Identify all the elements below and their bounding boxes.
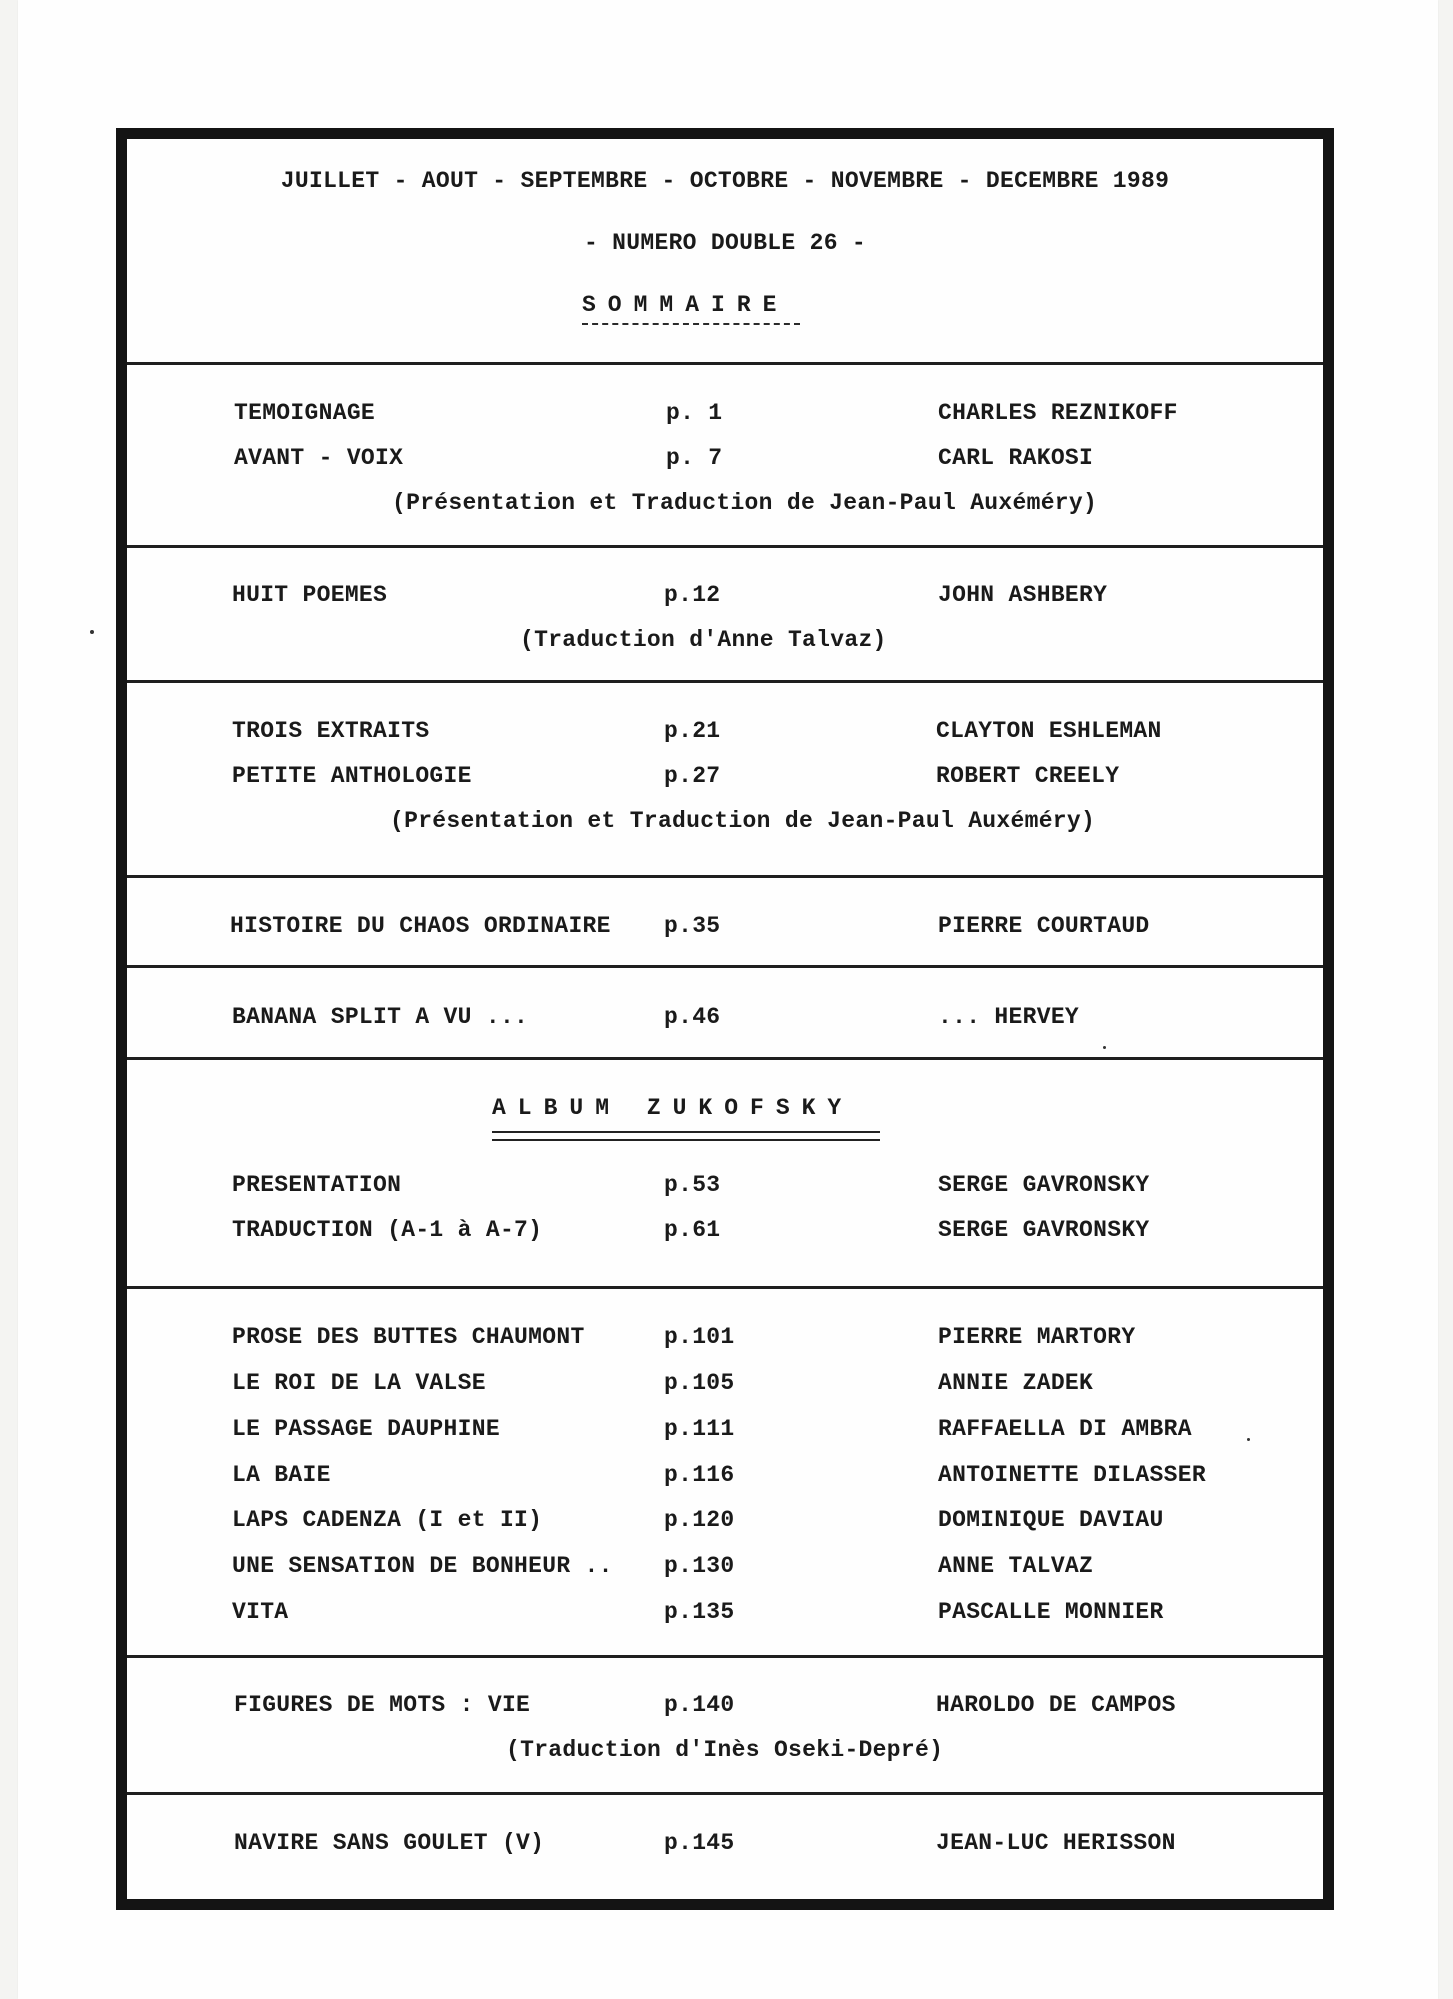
entry-author: CHARLES REZNIKOFF <box>938 400 1178 426</box>
divider <box>127 362 1323 365</box>
entry-page: p. 1 <box>666 400 723 426</box>
divider <box>127 1792 1323 1795</box>
entry-page: p.21 <box>664 718 721 744</box>
divider <box>127 875 1323 878</box>
divider <box>127 1655 1323 1658</box>
entry-page: p.46 <box>664 1004 721 1030</box>
entry-title: LE ROI DE LA VALSE <box>232 1370 486 1396</box>
entry-author: ROBERT CREELY <box>936 763 1120 789</box>
entry-title: VITA <box>232 1599 289 1625</box>
entry-page: p.101 <box>664 1324 735 1350</box>
album-heading: ALBUM ZUKOFSKY <box>492 1095 854 1121</box>
entry-author: DOMINIQUE DAVIAU <box>938 1507 1164 1533</box>
scan-speck <box>90 630 94 634</box>
entry-note: (Présentation et Traduction de Jean-Paul Auxéméry) <box>390 808 1096 834</box>
entry-author: RAFFAELLA DI AMBRA <box>938 1416 1192 1442</box>
divider <box>127 1286 1323 1289</box>
entry-title: LA BAIE <box>232 1462 331 1488</box>
entry-note: (Traduction d'Anne Talvaz) <box>520 627 887 653</box>
entry-page: p.27 <box>664 763 721 789</box>
entry-title: FIGURES DE MOTS : VIE <box>234 1692 531 1718</box>
entry-author: SERGE GAVRONSKY <box>938 1172 1150 1198</box>
entry-title: PETITE ANTHOLOGIE <box>232 763 472 789</box>
divider <box>127 680 1323 683</box>
entry-title: TEMOIGNAGE <box>234 400 376 426</box>
entry-title: NAVIRE SANS GOULET (V) <box>234 1830 545 1856</box>
sommaire-heading: SOMMAIRE <box>582 292 789 318</box>
scan-speck <box>1103 1046 1106 1049</box>
entry-page: p. 7 <box>666 445 723 471</box>
entry-author: HAROLDO DE CAMPOS <box>936 1692 1176 1718</box>
entry-title: LAPS CADENZA (I et II) <box>232 1507 543 1533</box>
album-underline <box>492 1131 880 1141</box>
entry-title: LE PASSAGE DAUPHINE <box>232 1416 500 1442</box>
entry-author: JEAN-LUC HERISSON <box>936 1830 1176 1856</box>
entry-author: PIERRE COURTAUD <box>938 913 1150 939</box>
entry-page: p.145 <box>664 1830 735 1856</box>
entry-page: p.53 <box>664 1172 721 1198</box>
entry-page: p.120 <box>664 1507 735 1533</box>
entry-page: p.35 <box>664 913 721 939</box>
entry-title: PROSE DES BUTTES CHAUMONT <box>232 1324 585 1350</box>
entry-note: (Traduction d'Inès Oseki-Depré) <box>506 1737 944 1763</box>
entry-page: p.140 <box>664 1692 735 1718</box>
entry-page: p.12 <box>664 582 721 608</box>
entry-page: p.116 <box>664 1462 735 1488</box>
entry-title: BANANA SPLIT A VU ... <box>232 1004 529 1030</box>
divider <box>127 965 1323 968</box>
entry-title: AVANT - VOIX <box>234 445 404 471</box>
entry-title: UNE SENSATION DE BONHEUR .. <box>232 1553 613 1579</box>
entry-author: ANNIE ZADEK <box>938 1370 1094 1396</box>
entry-title: TRADUCTION (A-1 à A-7) <box>232 1217 543 1243</box>
entry-page: p.105 <box>664 1370 735 1396</box>
entry-page: p.135 <box>664 1599 735 1625</box>
entry-page: p.130 <box>664 1553 735 1579</box>
entry-note: (Présentation et Traduction de Jean-Paul Auxéméry) <box>392 490 1098 516</box>
entry-page: p.111 <box>664 1416 735 1442</box>
entry-title: HUIT POEMES <box>232 582 388 608</box>
entry-page: p.61 <box>664 1217 721 1243</box>
divider <box>127 545 1323 548</box>
scan-speck <box>1247 1438 1250 1441</box>
header-issue: - NUMERO DOUBLE 26 - <box>583 230 867 256</box>
entry-title: HISTOIRE DU CHAOS ORDINAIRE <box>230 913 611 939</box>
sommaire-underline <box>582 323 800 325</box>
entry-author: CARL RAKOSI <box>938 445 1094 471</box>
entry-author: ANNE TALVAZ <box>938 1553 1094 1579</box>
entry-author: ... HERVEY <box>938 1004 1080 1030</box>
entry-author: ANTOINETTE DILASSER <box>938 1462 1206 1488</box>
entry-title: PRESENTATION <box>232 1172 402 1198</box>
entry-author: PIERRE MARTORY <box>938 1324 1136 1350</box>
header-months: JUILLET - AOUT - SEPTEMBRE - OCTOBRE - NOVEMBRE - DECEMBRE 1989 <box>280 168 1170 194</box>
entry-author: JOHN ASHBERY <box>938 582 1108 608</box>
entry-author: PASCALLE MONNIER <box>938 1599 1164 1625</box>
divider <box>127 1057 1323 1060</box>
entry-author: CLAYTON ESHLEMAN <box>936 718 1162 744</box>
entry-author: SERGE GAVRONSKY <box>938 1217 1150 1243</box>
entry-title: TROIS EXTRAITS <box>232 718 430 744</box>
